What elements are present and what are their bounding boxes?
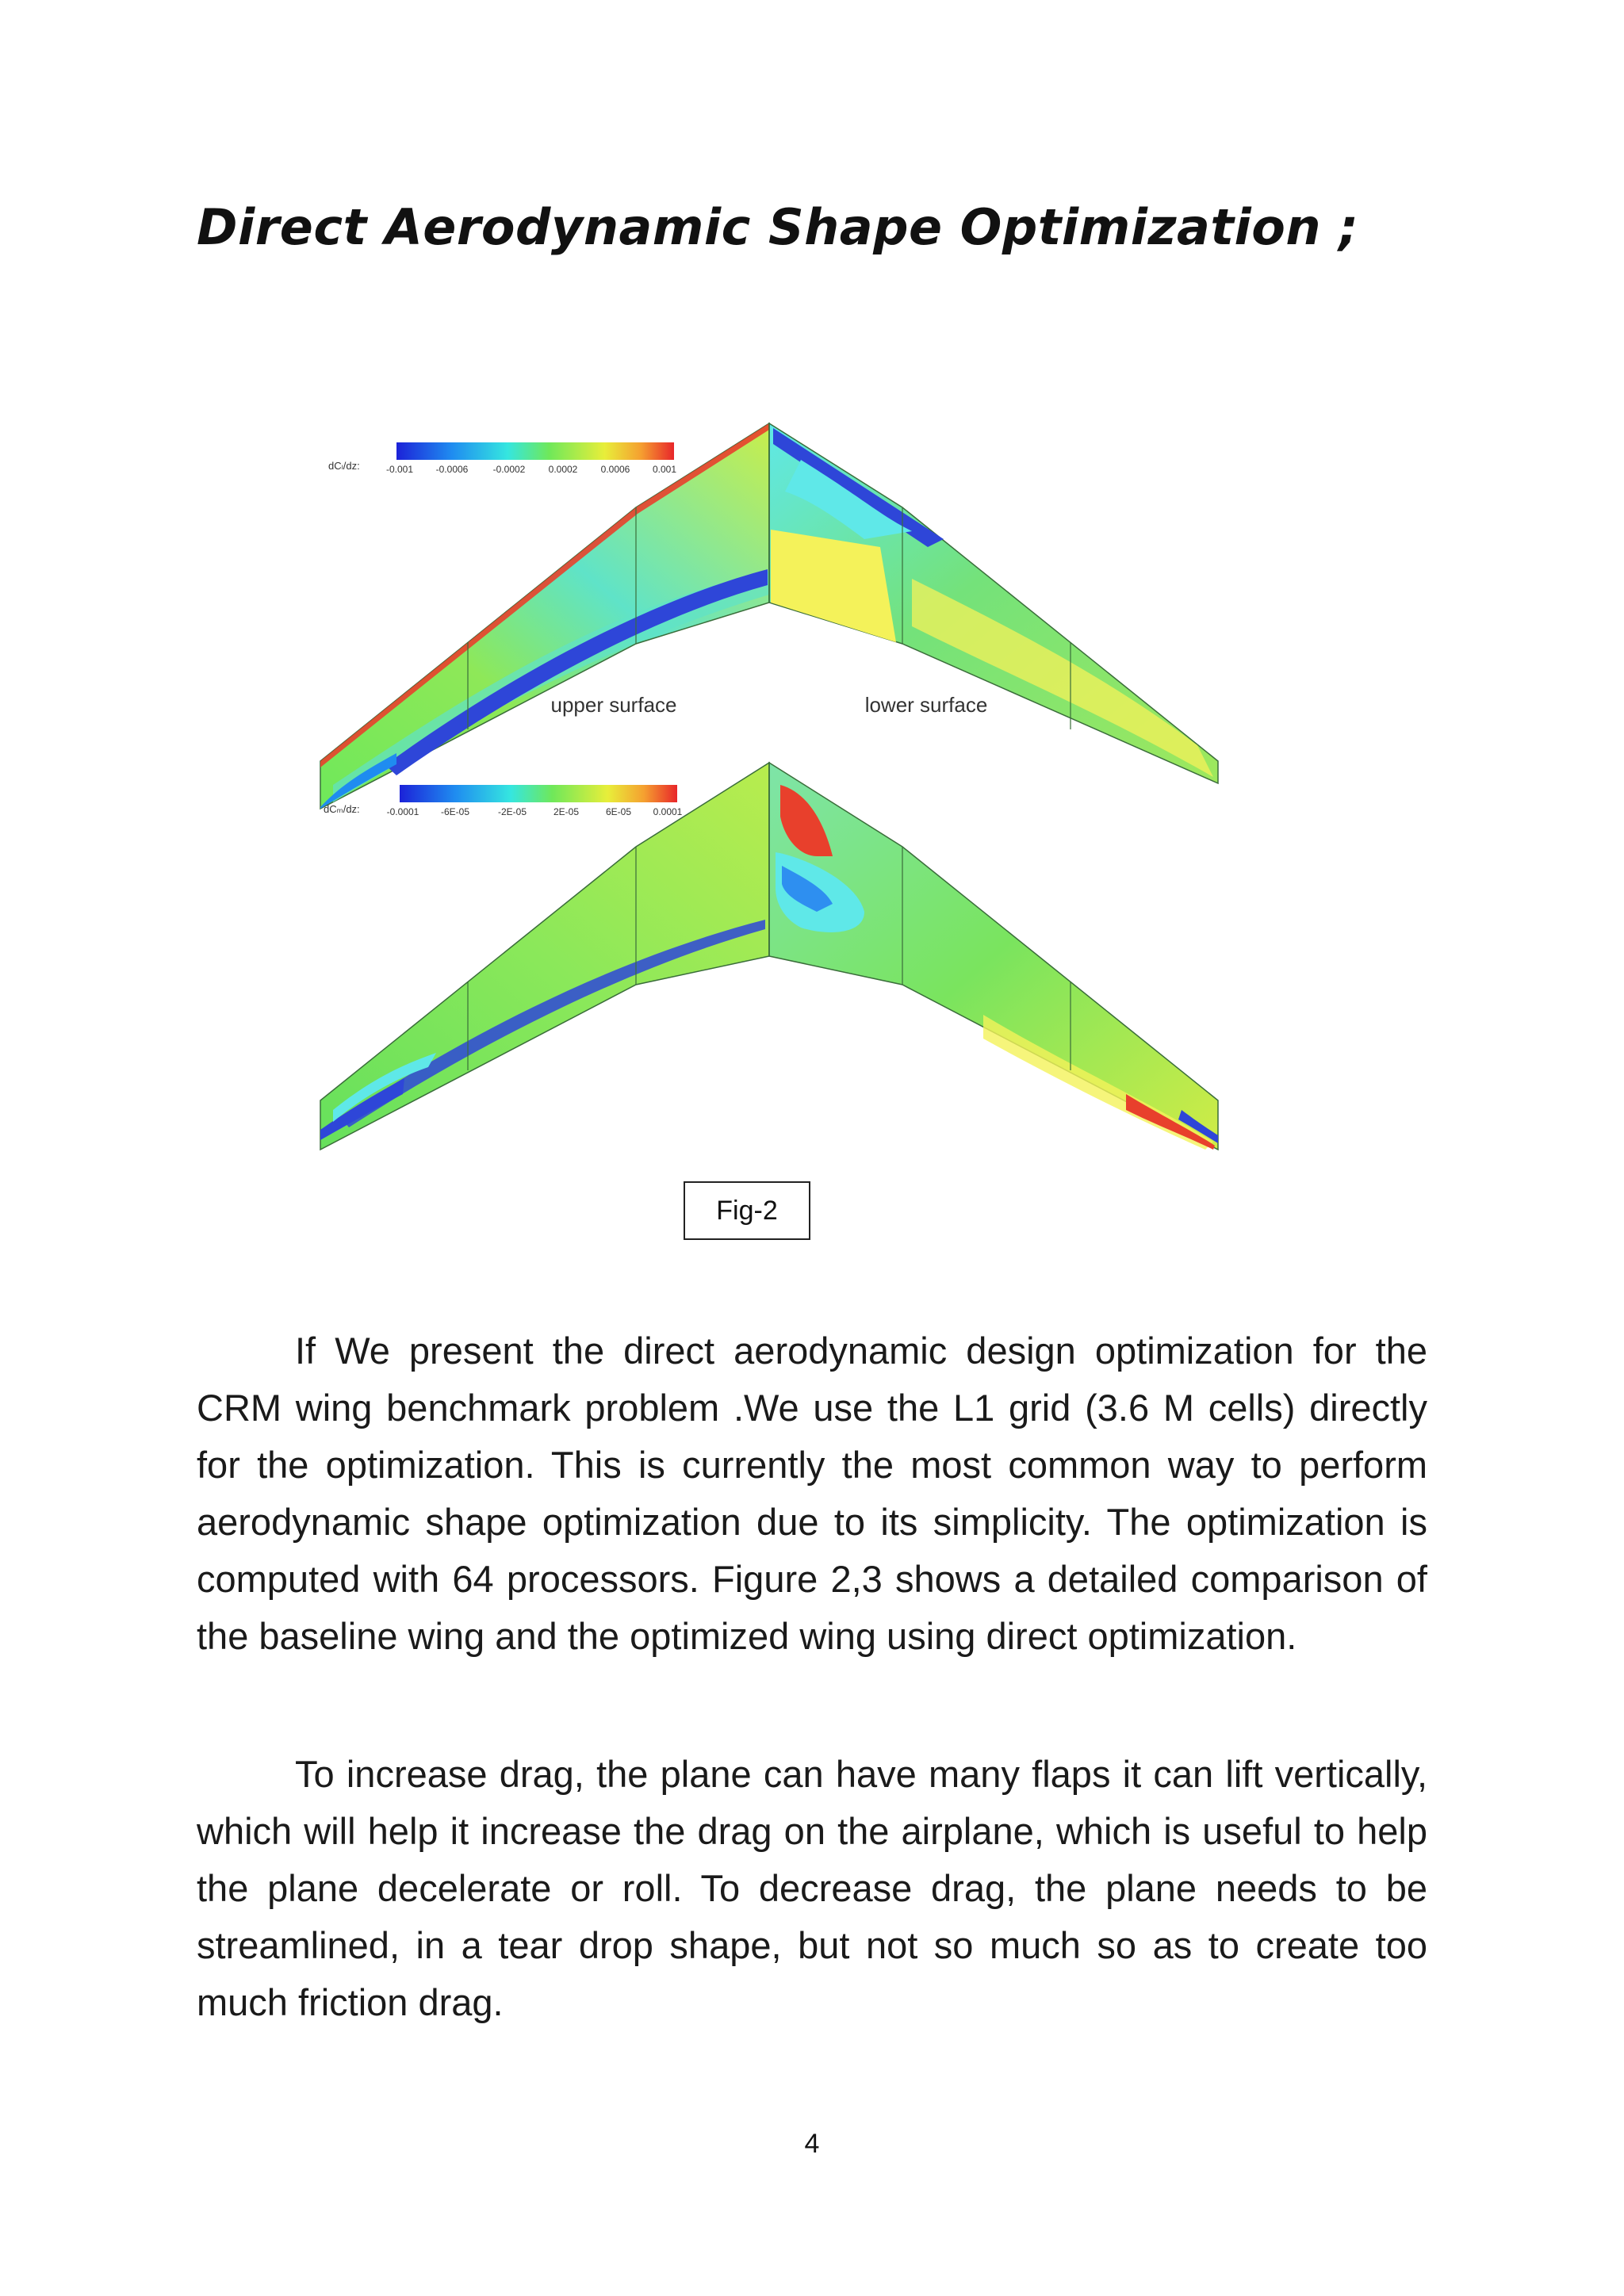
lower-colorbar-tick: 6E-05	[605, 806, 632, 817]
lower-surface-label: lower surface	[864, 693, 988, 717]
lower-colorbar-tick: -6E-05	[440, 806, 470, 817]
upper-colorbar-tick: -0.0006	[435, 464, 469, 475]
upper-colorbar-tick: -0.0002	[492, 464, 526, 475]
page-number: 4	[804, 2129, 820, 2159]
lower-plot-wing	[320, 763, 1218, 1150]
upper-surface-label: upper surface	[550, 693, 677, 717]
lower-colorbar-tick: 0.0001	[653, 806, 683, 817]
section-heading: Direct Aerodynamic Shape Optimization ;	[197, 198, 1359, 256]
upper-colorbar-label: dCₗ/dz:	[328, 460, 360, 472]
lower-colorbar-tick: -0.0001	[386, 806, 419, 817]
lower-colorbar	[324, 785, 683, 817]
lower-colorbar-tick: -2E-05	[497, 806, 527, 817]
figure-caption: Fig-2	[684, 1181, 810, 1240]
upper-colorbar-tick: 0.001	[652, 464, 677, 475]
upper-colorbar-tick: -0.001	[385, 464, 414, 475]
lower-colorbar-label: dCₘ/dz:	[324, 803, 360, 815]
lower-colorbar-tick: 2E-05	[553, 806, 580, 817]
upper-colorbar	[328, 442, 676, 475]
wing-contour-figure	[309, 412, 1245, 1158]
upper-plot-wing	[320, 423, 1218, 809]
upper-colorbar-tick: 0.0002	[548, 464, 578, 475]
body-paragraph-1: If We present the direct aerodynamic design optimization for the CRM wing benchmark problem .We use the L1 grid (3.6 M cells) directly for the optimization. This is currently the most common way to perform aerodynamic shape optimization due to its simplicity. The optimization is computed with 64 processors. Figure 2,3 shows a detailed comparison of the baseline wing and the optimized wing using direct optimization.	[197, 1330, 1427, 1657]
body-paragraph-2: To increase drag, the plane can have many flaps it can lift vertically, which will help it increase the drag on the airplane, which is useful to help the plane decelerate or roll. To decrease drag, the plane needs to be streamlined, in a tear drop shape, but not so much so as to create too much friction drag.	[197, 1753, 1427, 2023]
upper-colorbar-tick: 0.0006	[600, 464, 630, 475]
wing-contour-plot	[309, 412, 1245, 1158]
